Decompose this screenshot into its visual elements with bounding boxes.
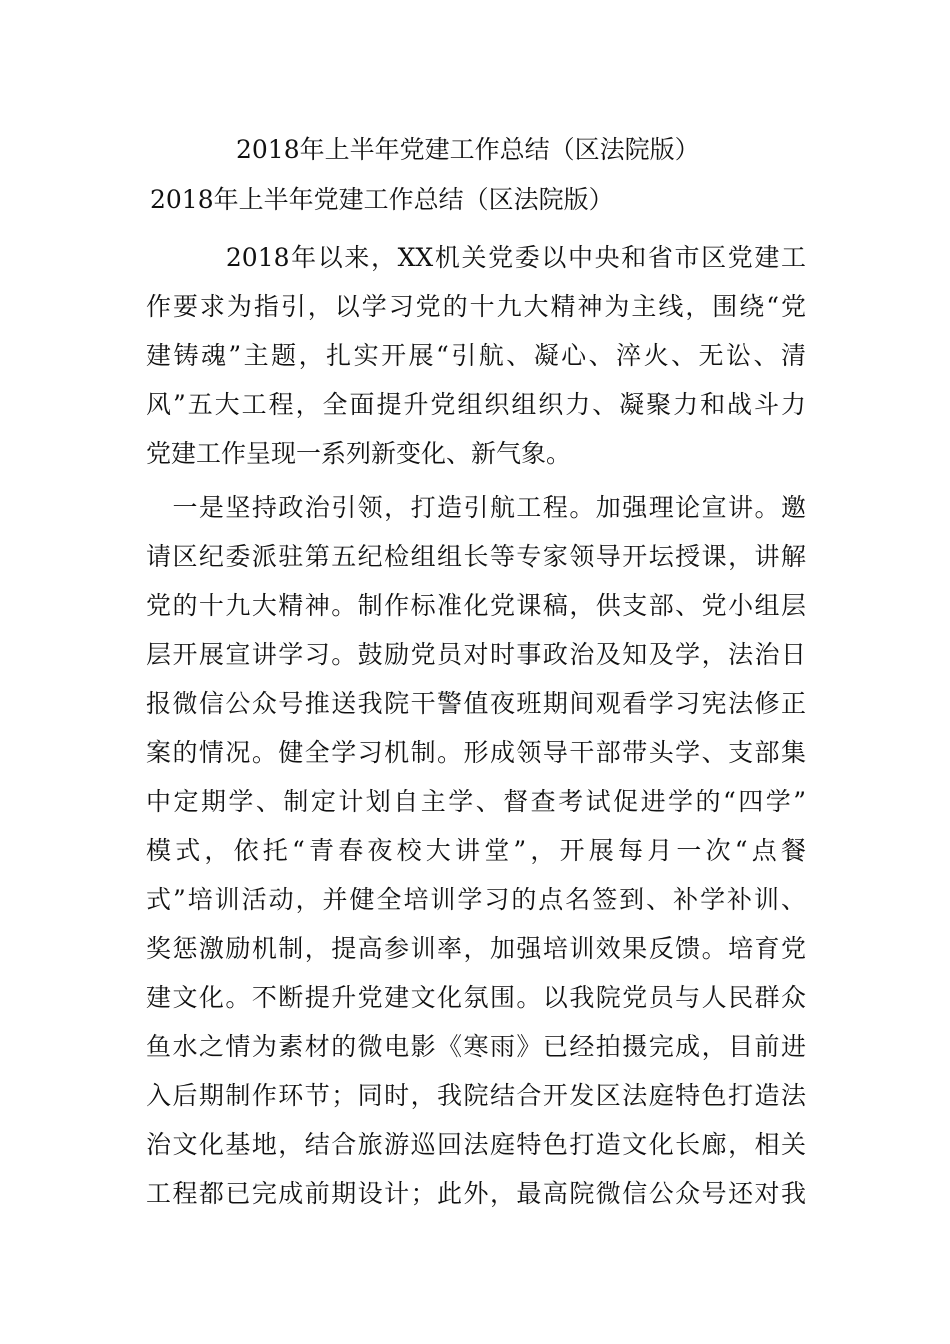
text-line: 层开展宣讲学习。鼓励党员对时事政治及知及学，法治日 <box>146 640 806 669</box>
text-line: 党的十九大精神。制作标准化党课稿，供支部、党小组层 <box>146 591 806 620</box>
text-line: 建文化。不断提升党建文化氛围。以我院党员与人民群众 <box>146 983 806 1012</box>
text-line: 风”五大工程，全面提升党组织组织力、凝聚力和战斗力 <box>146 390 806 419</box>
text-line: 奖惩激励机制，提高参训率，加强培训效果反馈。培育党 <box>146 934 806 963</box>
paragraph-intro <box>146 233 806 478</box>
text-line: 案的情况。健全学习机制。形成领导干部带头学、支部集 <box>146 738 806 767</box>
text-line: 入后期制作环节；同时，我院结合开发区法庭特色打造法 <box>146 1081 806 1110</box>
document-subtitle: 2018年上半年党建工作总结（区法院版） <box>150 185 614 214</box>
text-line: 模式，依托“青春夜校大讲堂”，开展每月一次“点餐 <box>146 836 806 865</box>
text-line: 工程都已完成前期设计；此外，最高院微信公众号还对我 <box>146 1179 806 1208</box>
text-line: 2018年以来，XX机关党委以中央和省市区党建工 <box>146 243 806 272</box>
text-line: 报微信公众号推送我院干警值夜班期间观看学习宪法修正 <box>146 689 806 718</box>
text-line: 请区纪委派驻第五纪检组组长等专家领导开坛授课，讲解 <box>146 542 806 571</box>
document-title: 2018年上半年党建工作总结（区法院版） <box>236 135 700 164</box>
text-line: 中定期学、制定计划自主学、督查考试促进学的“四学” <box>146 787 806 816</box>
paragraph-section-one <box>146 483 806 1218</box>
text-line: 作要求为指引，以学习党的十九大精神为主线，围绕“党 <box>146 292 806 321</box>
text-line: 治文化基地，结合旅游巡回法庭特色打造文化长廊，相关 <box>146 1130 806 1159</box>
text-line: 式”培训活动，并健全培训学习的点名签到、补学补训、 <box>146 885 806 914</box>
text-line: 鱼水之情为素材的微电影《寒雨》已经拍摄完成，目前进 <box>146 1032 806 1061</box>
text-line: 建铸魂”主题，扎实开展“引航、凝心、淬火、无讼、清 <box>146 341 806 370</box>
text-line: 一是坚持政治引领，打造引航工程。加强理论宣讲。邀 <box>146 493 806 522</box>
text-line: 党建工作呈现一系列新变化、新气象。 <box>146 439 572 468</box>
